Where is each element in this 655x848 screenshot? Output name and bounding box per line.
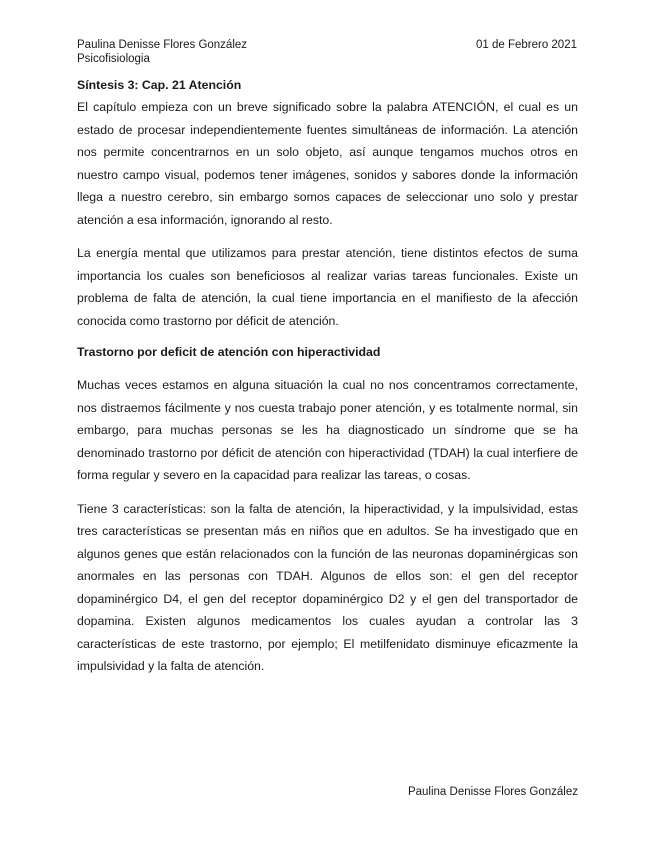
paragraph-3: Muchas veces estamos en alguna situación la cual no nos concentramos correctamente, nos distraemos fácilmente y nos cuesta trabajo poner atención, y es totalmente normal, sin embargo, para muchas personas se les ha diagnosticado un síndrome que se ha denominado trastorno por déficit de atención con hiperactividad (TDAH) la cual interfiere de forma regular y severo en la capacidad para realizar las tareas, o cosas. — [77, 378, 578, 482]
document-body — [77, 76, 578, 678]
document-title: Síntesis 3: Cap. 21 Atención — [77, 78, 242, 92]
section-heading: Trastorno por deficit de atención con hiperactividad — [77, 345, 381, 359]
header-author: Paulina Denisse Flores González — [77, 39, 248, 51]
header-date: 01 de Febrero 2021 — [475, 39, 577, 51]
paragraph-2: La energía mental que utilizamos para prestar atención, tiene distintos efectos de suma importancia los cuales son beneficiosos al realizar varias tareas funcionales. Existe un problema de falta de atención, la cual tiene importancia en el manifiesto de la afección conocida como trastorno por déficit de atención. — [77, 246, 578, 328]
paragraph-1: El capítulo empieza con un breve significado sobre la palabra ATENCIÓN, el cual es un estado de procesar independientemente fuentes simultáneas de información. La atención nos permite concentrarnos en un solo objeto, así aunque tengamos muchos otros en nuestro campo visual, podemos tener imágenes, sonidos y sabores donde la información llega a nuestro cerebro, sin embargo somos capaces de seleccionar uno solo y prestar atención a esa información, ignorando al resto. — [77, 100, 578, 227]
paragraph-4: Tiene 3 características: son la falta de atención, la hiperactividad, y la impulsividad, estas tres características se presentan más en niños que en adultos. Se ha investigado que en algunos genes que están relacionados con la función de las neuronas dopaminérgicas son anormales en las personas con TDAH. Algunos de ellos son: el gen del receptor dopaminérgico D4, el gen del receptor dopaminérgico D2 y el gen del transportador de dopamina. Existen algunos medicamentos los cuales ayudan a controlar las 3 características de este trastorno, por ejemplo; El metilfenidato disminuye eficazmente la impulsividad y la falta de atención. — [77, 501, 578, 673]
page-header — [77, 38, 577, 66]
header-row — [77, 38, 577, 52]
header-subject: Psicofisiologia — [77, 53, 150, 65]
page-footer: Paulina Denisse Flores González — [407, 786, 578, 798]
